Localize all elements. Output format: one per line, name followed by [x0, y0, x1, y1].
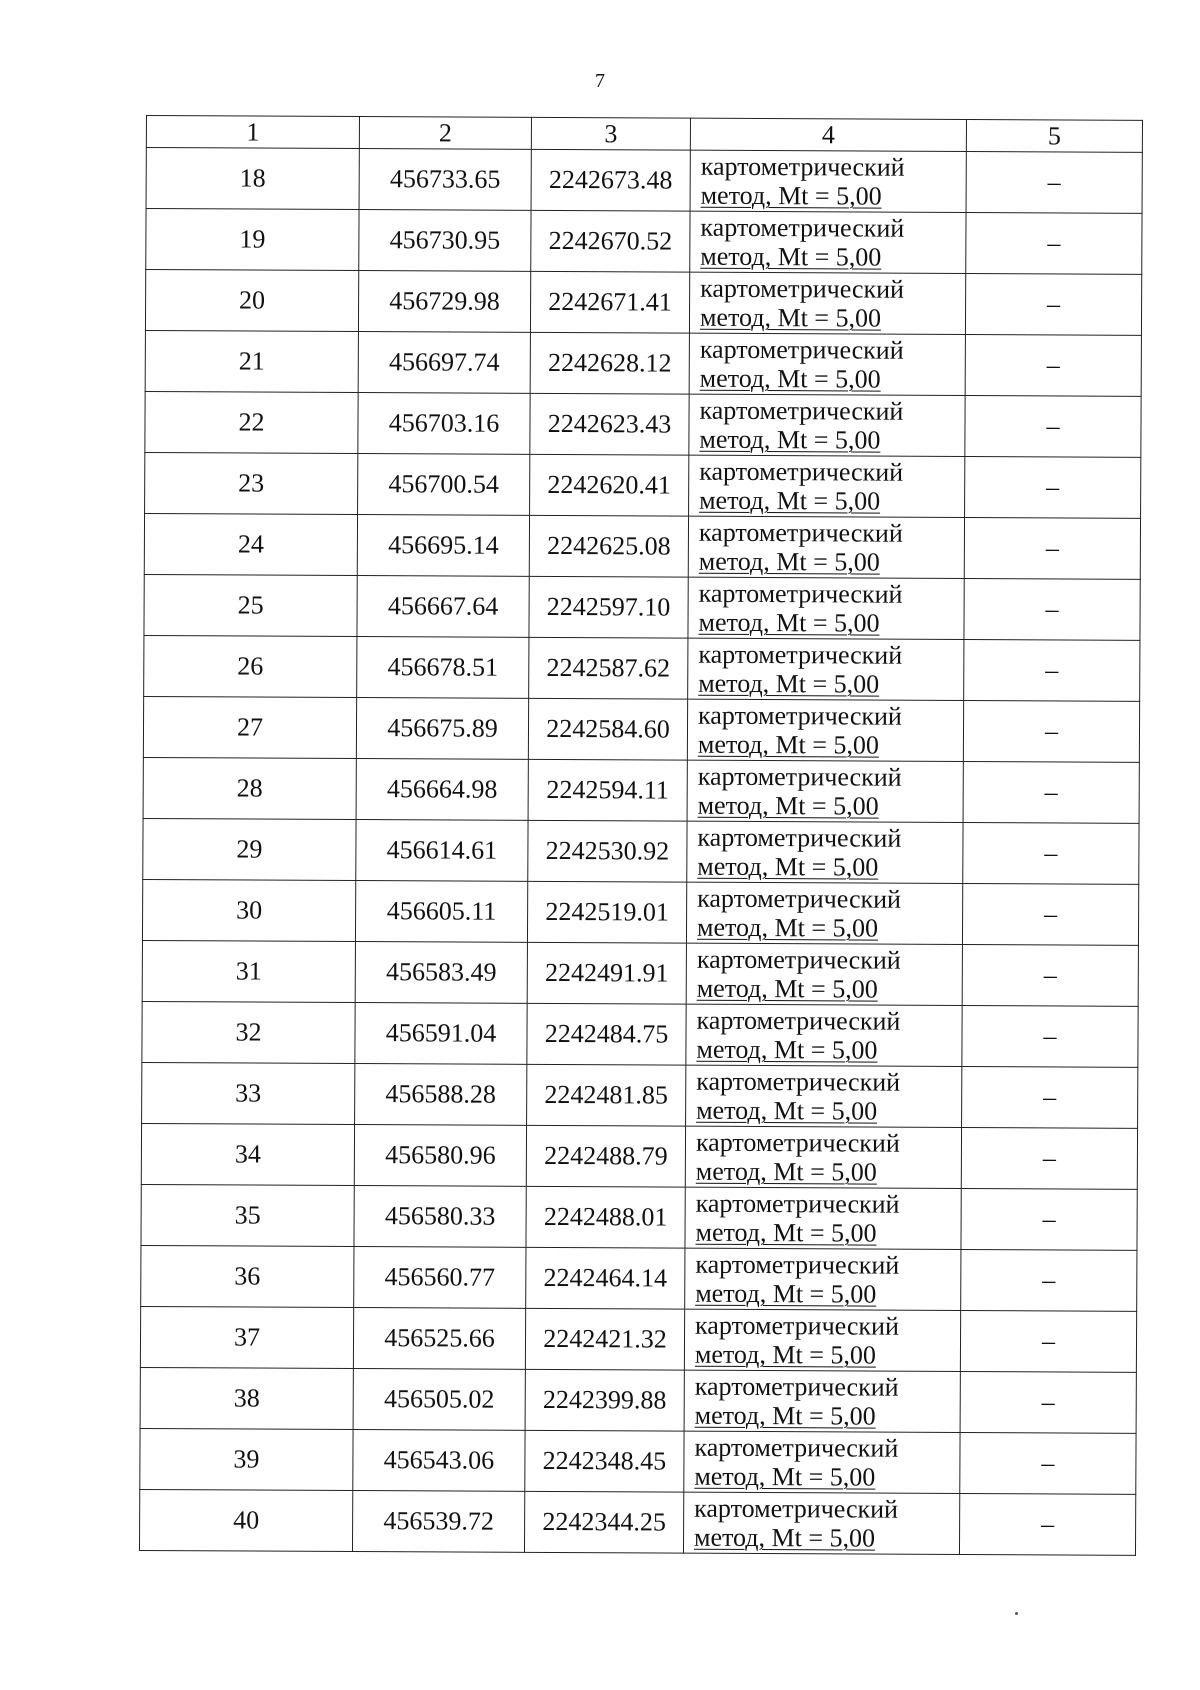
note-cell: – [960, 1371, 1136, 1433]
note-cell: – [959, 1493, 1135, 1555]
note-cell: – [962, 944, 1138, 1006]
method-text-line1: картометрический [694, 1371, 899, 1402]
y-coordinate-cell: 2242348.45 [525, 1430, 684, 1492]
y-coordinate-cell: 2242491.91 [527, 942, 686, 1004]
column-header-5: 5 [966, 120, 1142, 153]
point-number-cell: 40 [139, 1489, 352, 1551]
page-number: 7 [595, 70, 605, 92]
method-text-line2: метод, Mt = 5,00 [695, 1278, 877, 1309]
method-text-line1: картометрический [695, 1188, 900, 1219]
table-row [146, 148, 1142, 214]
method-text-line2: метод, Mt = 5,00 [696, 1095, 878, 1126]
point-number-cell: 38 [140, 1367, 353, 1429]
note-cell: – [963, 823, 1139, 885]
table-row [142, 879, 1138, 945]
x-coordinate-cell: 456539.72 [352, 1491, 524, 1553]
note-cell: – [962, 884, 1138, 946]
table-row [139, 1489, 1135, 1555]
note-cell: – [964, 579, 1140, 641]
method-text-line2: метод, Mt = 5,00 [694, 1400, 876, 1431]
method-text-line2: метод, Mt = 5,00 [700, 180, 882, 211]
method-text-line1: картометрический [695, 1310, 899, 1341]
x-coordinate-cell: 456580.33 [354, 1186, 526, 1248]
method-cell [689, 455, 965, 517]
note-cell: – [960, 1310, 1136, 1372]
y-coordinate-cell: 2242344.25 [524, 1491, 683, 1553]
point-number-cell: 22 [145, 391, 358, 453]
table-row [140, 1367, 1136, 1433]
y-coordinate-cell: 2242484.75 [527, 1003, 686, 1065]
point-number-cell: 29 [143, 818, 356, 880]
note-cell: – [965, 274, 1141, 336]
note-cell: – [964, 640, 1140, 702]
y-coordinate-cell: 2242584.60 [528, 698, 687, 760]
method-text-line1: картометрический [696, 1005, 901, 1036]
method-text-line1: картометрический [698, 700, 902, 731]
y-coordinate-cell: 2242421.32 [525, 1308, 684, 1370]
x-coordinate-cell: 456664.98 [356, 759, 528, 821]
method-cell [684, 1431, 960, 1493]
x-coordinate-cell: 456560.77 [354, 1247, 526, 1309]
table-row [143, 757, 1139, 823]
table-row [144, 513, 1140, 579]
note-cell: – [965, 396, 1141, 458]
point-number-cell: 30 [142, 879, 355, 941]
y-coordinate-cell: 2242625.08 [529, 515, 688, 577]
point-number-cell: 20 [145, 270, 358, 332]
method-text-line1: картометрический [700, 212, 905, 243]
method-text-line2: метод, Mt = 5,00 [696, 973, 878, 1004]
method-cell [688, 638, 964, 700]
table-row [142, 940, 1138, 1006]
y-coordinate-cell: 2242670.52 [531, 210, 690, 272]
method-text-line2: метод, Mt = 5,00 [698, 546, 880, 577]
method-cell [684, 1309, 960, 1371]
method-text-line2: метод, Mt = 5,00 [695, 1156, 877, 1187]
method-text-line2: метод, Mt = 5,00 [694, 1461, 876, 1492]
table-row [141, 1184, 1137, 1250]
y-coordinate-cell: 2242399.88 [525, 1369, 684, 1431]
table-row [145, 452, 1141, 518]
x-coordinate-cell: 456733.65 [359, 149, 531, 211]
method-text-line1: картометрический [697, 883, 902, 914]
x-coordinate-cell: 456675.89 [356, 698, 528, 760]
method-cell [686, 943, 962, 1005]
method-cell [687, 821, 963, 883]
method-text-line2: метод, Mt = 5,00 [694, 1339, 877, 1370]
note-cell: – [961, 1249, 1137, 1311]
method-text-line1: картометрический [697, 822, 902, 853]
method-cell [690, 150, 966, 212]
x-coordinate-cell: 456730.95 [359, 210, 531, 272]
x-coordinate-cell: 456605.11 [355, 881, 527, 943]
point-number-cell: 35 [141, 1184, 354, 1246]
method-cell [686, 1004, 962, 1066]
method-text-line1: картометрический [699, 334, 904, 365]
method-text-line2: метод, Mt = 5,00 [697, 729, 880, 760]
table-row [143, 818, 1139, 884]
table-row [145, 391, 1141, 457]
point-number-cell: 19 [146, 209, 359, 271]
y-coordinate-cell: 2242671.41 [530, 271, 689, 333]
point-number-cell: 18 [146, 148, 359, 210]
method-cell [685, 1187, 961, 1249]
point-number-cell: 27 [143, 696, 356, 758]
method-text-line2: метод, Mt = 5,00 [700, 241, 882, 272]
method-text-line1: картометрический [700, 151, 905, 182]
method-text-line1: картометрический [696, 944, 901, 975]
x-coordinate-cell: 456583.49 [355, 942, 527, 1004]
method-text-line2: метод, Mt = 5,00 [695, 1217, 877, 1248]
point-number-cell: 39 [140, 1428, 353, 1490]
table-body [139, 148, 1142, 1556]
table-row [145, 330, 1141, 396]
y-coordinate-cell: 2242597.10 [529, 576, 688, 638]
method-cell [686, 882, 962, 944]
method-text-line2: метод, Mt = 5,00 [693, 1522, 876, 1553]
x-coordinate-cell: 456614.61 [356, 820, 528, 882]
method-text-line1: картометрический [700, 273, 905, 304]
y-coordinate-cell: 2242481.85 [527, 1064, 686, 1126]
y-coordinate-cell: 2242530.92 [528, 820, 687, 882]
table-row [140, 1428, 1136, 1494]
table-row [141, 1123, 1137, 1189]
column-header-2: 2 [359, 117, 531, 150]
point-number-cell: 36 [141, 1245, 354, 1307]
method-text-line2: метод, Mt = 5,00 [696, 1034, 878, 1065]
table-row [146, 209, 1142, 275]
point-number-cell: 28 [143, 757, 356, 819]
y-coordinate-cell: 2242628.12 [530, 332, 689, 394]
method-text-line1: картометрический [698, 517, 903, 548]
table-header [146, 116, 1142, 153]
method-cell [687, 699, 963, 761]
method-text-line2: метод, Mt = 5,00 [699, 485, 881, 516]
note-cell: – [966, 152, 1142, 214]
note-cell: – [962, 1005, 1138, 1067]
note-cell: – [965, 335, 1141, 397]
method-cell [684, 1370, 960, 1432]
method-text-line2: метод, Mt = 5,00 [697, 790, 879, 821]
x-coordinate-cell: 456667.64 [357, 576, 529, 638]
y-coordinate-cell: 2242488.01 [526, 1186, 685, 1248]
table-row [142, 1062, 1138, 1128]
column-header-4: 4 [690, 118, 966, 151]
method-cell [689, 333, 965, 395]
point-number-cell: 25 [144, 574, 357, 636]
y-coordinate-cell: 2242594.11 [528, 759, 687, 821]
method-text-line2: метод, Mt = 5,00 [699, 302, 882, 333]
note-cell: – [964, 518, 1140, 580]
column-header-3: 3 [531, 117, 690, 150]
method-text-line2: метод, Mt = 5,00 [697, 851, 879, 882]
x-coordinate-cell: 456591.04 [355, 1003, 527, 1065]
x-coordinate-cell: 456505.02 [353, 1369, 525, 1431]
method-text-line1: картометрический [698, 578, 903, 609]
point-number-cell: 31 [142, 940, 355, 1002]
method-cell [689, 272, 965, 334]
x-coordinate-cell: 456695.14 [357, 515, 529, 577]
note-cell: – [966, 213, 1142, 275]
note-cell: – [965, 457, 1141, 519]
point-number-cell: 23 [145, 452, 358, 514]
method-text-line1: картометрический [694, 1432, 899, 1463]
x-coordinate-cell: 456729.98 [358, 271, 530, 333]
x-coordinate-cell: 456678.51 [357, 637, 529, 699]
table-row [144, 574, 1140, 640]
table-row [142, 1001, 1138, 1067]
point-number-cell: 32 [142, 1001, 355, 1063]
table-row [144, 635, 1140, 701]
y-coordinate-cell: 2242620.41 [530, 454, 689, 516]
method-text-line2: метод, Mt = 5,00 [699, 424, 881, 455]
note-cell: – [963, 762, 1139, 824]
table-row [141, 1245, 1137, 1311]
method-text-line2: метод, Mt = 5,00 [699, 363, 881, 394]
x-coordinate-cell: 456703.16 [358, 393, 530, 455]
method-text-line1: картометрический [696, 1066, 901, 1097]
method-cell [690, 211, 966, 273]
y-coordinate-cell: 2242519.01 [527, 881, 686, 943]
point-number-cell: 34 [141, 1123, 354, 1185]
x-coordinate-cell: 456525.66 [353, 1308, 525, 1370]
point-number-cell: 24 [144, 513, 357, 575]
method-text-line1: картометрический [695, 1249, 900, 1280]
method-text-line1: картометрический [699, 456, 904, 487]
method-text-line2: метод, Mt = 5,00 [698, 668, 880, 699]
coordinates-table [139, 115, 1143, 1556]
method-text-line1: картометрический [699, 395, 904, 426]
method-cell [683, 1492, 959, 1554]
note-cell: – [961, 1127, 1137, 1189]
x-coordinate-cell: 456543.06 [353, 1430, 525, 1492]
method-cell [685, 1248, 961, 1310]
method-cell [687, 760, 963, 822]
note-cell: – [960, 1432, 1136, 1494]
y-coordinate-cell: 2242623.43 [530, 393, 689, 455]
table-row [145, 270, 1141, 336]
method-text-line2: метод, Mt = 5,00 [698, 607, 880, 638]
method-cell [685, 1126, 961, 1188]
method-text-line1: картометрический [695, 1127, 900, 1158]
y-coordinate-cell: 2242673.48 [531, 149, 690, 211]
point-number-cell: 21 [145, 330, 358, 392]
x-coordinate-cell: 456697.74 [358, 332, 530, 394]
method-text-line1: картометрический [698, 639, 903, 670]
note-cell: – [962, 1066, 1138, 1128]
x-coordinate-cell: 456700.54 [358, 454, 530, 516]
header-row [146, 116, 1142, 153]
scan-speck [1015, 1612, 1018, 1615]
x-coordinate-cell: 456580.96 [354, 1125, 526, 1187]
method-cell [689, 394, 965, 456]
table-row [140, 1306, 1136, 1372]
note-cell: – [963, 701, 1139, 763]
y-coordinate-cell: 2242587.62 [529, 637, 688, 699]
y-coordinate-cell: 2242464.14 [526, 1247, 685, 1309]
point-number-cell: 37 [140, 1306, 353, 1368]
x-coordinate-cell: 456588.28 [355, 1064, 527, 1126]
method-cell [688, 577, 964, 639]
y-coordinate-cell: 2242488.79 [526, 1125, 685, 1187]
method-text-line1: картометрический [697, 761, 902, 792]
point-number-cell: 26 [144, 635, 357, 697]
point-number-cell: 33 [142, 1062, 355, 1124]
method-cell [686, 1065, 962, 1127]
column-header-1: 1 [146, 116, 359, 149]
method-cell [688, 516, 964, 578]
note-cell: – [961, 1188, 1137, 1250]
method-text-line2: метод, Mt = 5,00 [696, 912, 879, 943]
table-row [143, 696, 1139, 762]
method-text-line1: картометрический [694, 1493, 899, 1524]
